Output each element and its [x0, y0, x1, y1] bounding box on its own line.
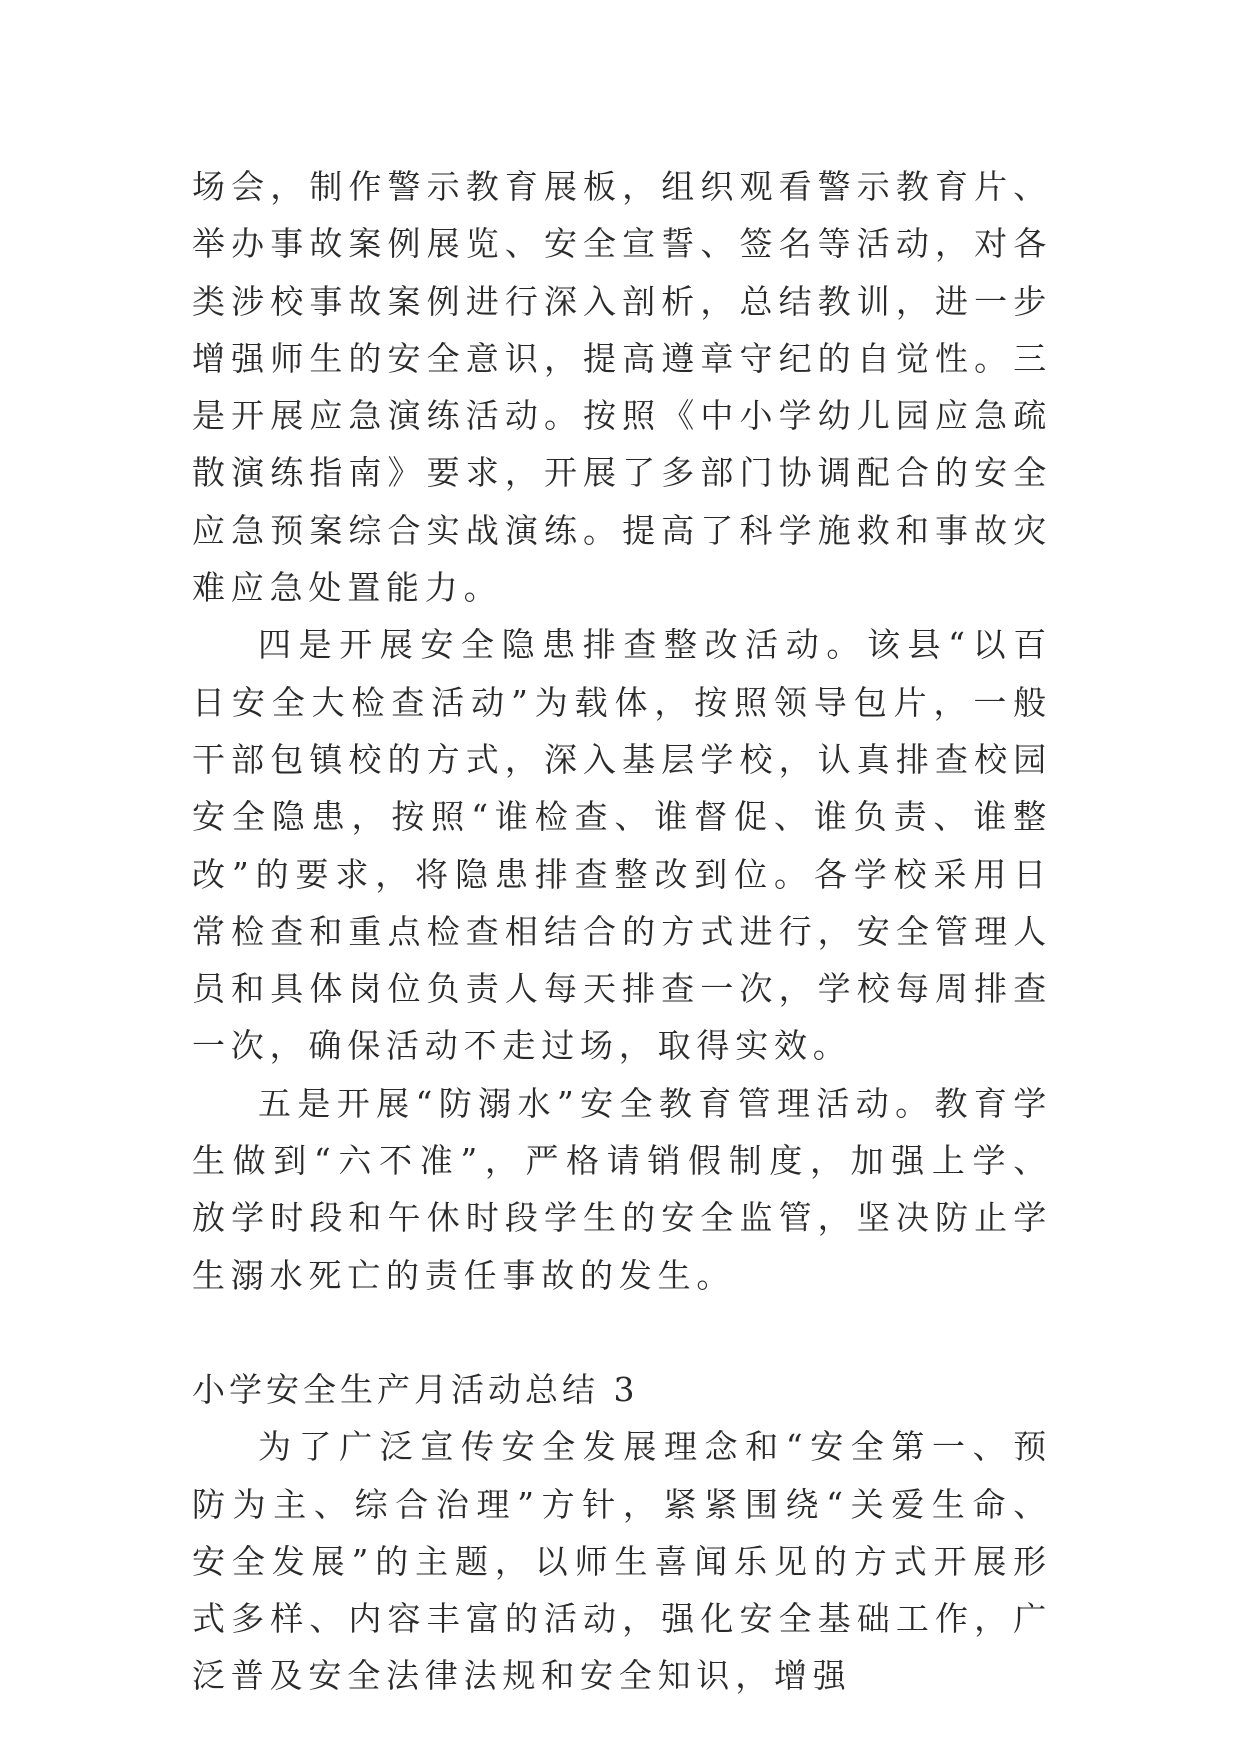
paragraph-hazard-inspection: 四是开展安全隐患排查整改活动。该县“以百日安全大检查活动”为载体，按照领导包片，一般干部包镇校的方式，深入基层学校，认真排查校园安全隐患，按照“谁检查、谁督促、谁负责、谁整改”的要求，将隐患排查整改到位。各学校采用日常检查和重点检查相结合的方式进行，安全管理人员和具体岗位负责人每天排查一次，学校每周排查一次，确保活动不走过场，取得实效。 — [192, 625, 1052, 1066]
document-body — [192, 158, 1052, 1705]
paragraph-continued: 场会，制作警示教育展板，组织观看警示教育片、举办事故案例展览、安全宣誓、签名等活动，对各类涉校事故案例进行深入剖析，总结教训，进一步增强师生的安全意识，提高遵章守纪的自觉性。三是开展应急演练活动。按照《中小学幼儿园应急疏散演练指南》要求，开展了多部门协调配合的安全应急预案综合实战演练。提高了科学施救和事故灾难应急处置能力。 — [192, 167, 1052, 608]
paragraph-drowning-prevention: 五是开展“防溺水”安全教育管理活动。教育学生做到“六不准”，严格请销假制度，加强上学、放学时段和午休时段学生的安全监管，坚决防止学生溺水死亡的责任事故的发生。 — [192, 1083, 1052, 1295]
section-heading: 小学安全生产月活动总结 3 — [192, 1369, 639, 1409]
paragraph-section-intro: 为了广泛宣传安全发展理念和“安全第一、预防为主、综合治理”方针，紧紧围绕“关爱生命、安全发展”的主题，以师生喜闻乐见的方式开展形式多样、内容丰富的活动，强化安全基础工作，广泛普及安全法律法规和安全知识，增强 — [192, 1427, 1052, 1696]
